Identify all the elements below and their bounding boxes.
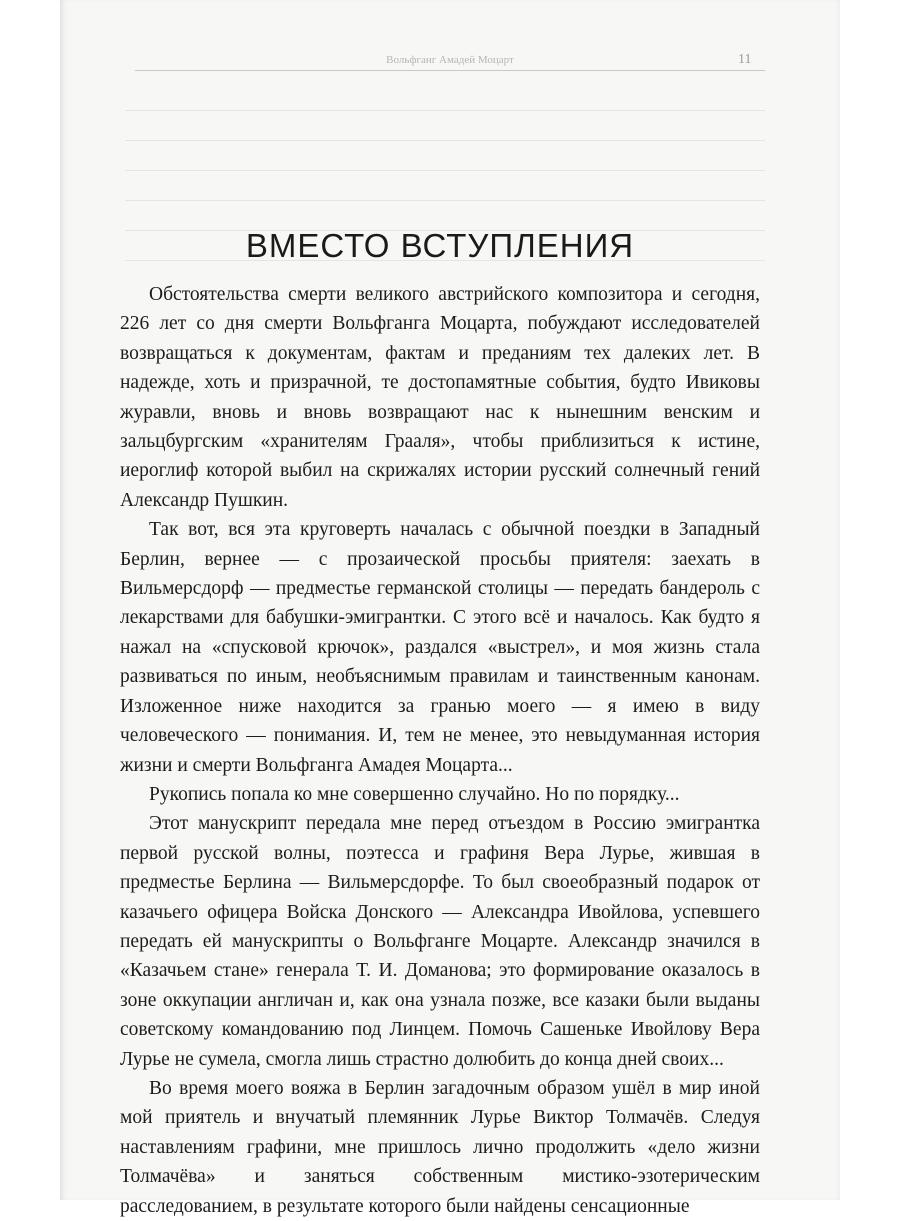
running-head: Вольфганг Амадей Моцарт: [135, 50, 765, 71]
paragraph-5: Во время моего вояжа в Берлин загадочным образом ушёл в мир иной мой приятель и внучатый племянник Лурье Виктор Толмачёв. Следуя наставлениям графини, мне пришлось лично продолжить «дело жизни Толмачёва» и заняться собственным мистико-эзотерическим расследованием, в результате которого были найдены сенсационные: [120, 1077, 760, 1217]
paragraph-3: Рукопись попала ко мне совершенно случайно. Но по порядку...: [149, 783, 680, 805]
chapter-title: ВМЕСТО ВСТУПЛЕНИЯ: [245, 227, 635, 264]
paragraph-1: Обстоятельства смерти великого австрийского композитора и сегодня, 226 лет со дня смерти Вольфганга Моцарта, побуждают исследователей возвращаться к документам, фактам и преданиям тех далеких лет. В надежде, хоть и призрачной, те достопамятные события, будто Ивиковы журавли, вновь и вновь возвращают нас к нынешним венским и зальцбургским «хранителям Грааля», чтобы приблизиться к истине, иероглиф которой выбил на скрижалях истории русский солнечный гений Александр Пушкин.: [120, 284, 760, 511]
paragraph-4: Этот манускрипт передала мне перед отъездом в Россию эмигрантка первой русской волны, поэтесса и графиня Вера Лурье, жившая в предместье Берлина — Вильмерсдорфе. То был своеобразный подарок от казачьего офицера Войска Донского — Александра Ивойлова, успевшего передать ей манускрипты о Вольфганге Моцарте. Александр значился в «Казачьем стане» генерала Т. И. Доманова; это формирование оказалось в зоне оккупации англичан и, как она узнала позже, все казаки были выданы советскому командованию под Линцем. Помочь Сашеньке Ивойлову Вера Лурье не сумела, смогла лишь страстно долюбить до конца дней своих...: [120, 813, 760, 1070]
body-text: [120, 280, 760, 1221]
paragraph-2: Так вот, вся эта круговерть началась с обычной поездки в Западный Берлин, вернее — с прозаической просьбы приятеля: заехать в Вильмерсдорф — предместье германской столицы — передать бандероль с лекарствами для бабушки-эмигрантки. С этого всё и началось. Как будто я нажал на «спусковой крючок», раздался «выстрел», и моя жизнь стала развиваться по иным, необъяснимым правилам и таинственным канонам. Изложенное ниже находится за гранью моего — я имею в виду человеческого — понимания. И, тем не менее, это невыдуманная история жизни и смерти Вольфганга Амадея Моцарта...: [120, 519, 760, 776]
page-number: 11: [738, 52, 752, 67]
